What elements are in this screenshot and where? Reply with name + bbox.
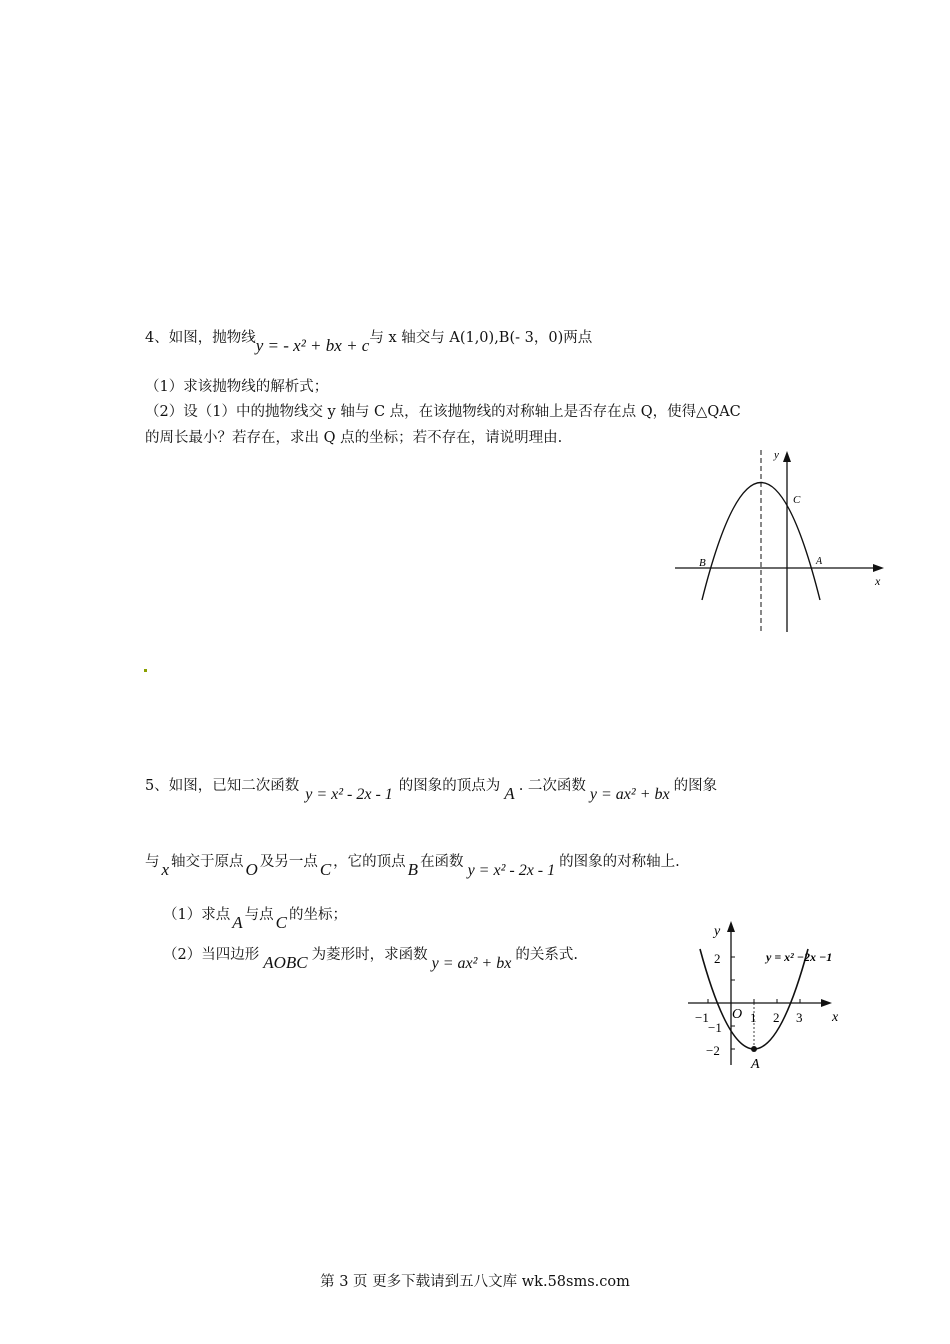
q4-x-axis-arrow [873,564,884,572]
q4-y-axis-arrow [783,451,791,462]
q5-tick-label-x2: 2 [773,1010,780,1025]
q5-l2-var-x: x [161,860,170,879]
q4-label-a: A [816,556,823,567]
q5-label-o: O [732,1007,743,1022]
q5-vertex-point [751,1046,757,1052]
q5-l1-prefix: 5、如图，已知二次函数 [145,778,300,794]
q5-p2-prefix: （2）当四边形 [163,947,260,963]
q5-y-axis-arrow [727,921,735,932]
q5-l2-formula: y = x² - 2x - 1 [467,862,556,879]
q5-l2-prefix: 与 [145,854,160,870]
q5-p1-suffix: 的坐标； [288,907,347,923]
q5-l1-mid2: . 二次函数 [518,778,586,794]
q4-prefix: 4、如图，抛物线 [145,330,256,346]
q5-parabola-figure [680,915,850,1075]
q5-p2-formula: y = ax² + bx [431,955,512,972]
q5-tick-label-xm1: −1 [695,1010,709,1025]
q5-l2-var-b: B [407,860,419,879]
q5-p2-suffix: 的关系式. [515,947,578,963]
q5-tick-label-ym2: −2 [706,1043,720,1058]
q4-line1 [145,326,593,355]
q5-tick-label-x3: 3 [796,1010,803,1025]
q4-formula: y = - x² + bx + c [255,336,370,355]
page-footer: 第 3 页 更多下载请到五八文库 wk.58sms.com [320,1274,630,1290]
stray-dot [144,669,147,672]
q4-suffix: 与 x 轴交与 A(1,0),B(- 3，0)两点 [369,330,593,346]
q5-p2-mid: 为菱形时，求函数 [311,947,428,963]
q5-label-x: x [832,1010,839,1025]
q5-l2-text2: 及另一点 [259,854,318,870]
q5-p2-var: AOBC [263,953,308,972]
q5-l2-text4: 在函数 [420,854,464,870]
q5-tick-label-y2: 2 [714,951,721,966]
q5-l1-mid: 的图象的顶点为 [398,778,501,794]
q5-l2-text1: 轴交于原点 [171,854,244,870]
q5-equation-label: y = x² −2x −1 [766,950,833,964]
q4-part2-line2: 的周长最小？若存在，求出 Q 点的坐标；若不存在，请说明理由. [145,430,563,446]
q5-label-a: A [751,1057,760,1072]
q5-x-axis-arrow [821,999,832,1007]
q5-l2-text3: ，它的顶点 [333,854,406,870]
q5-tick-label-ym1: −1 [708,1020,722,1035]
q5-l1-var-a: A [504,784,515,803]
q5-label-y: y [714,924,721,939]
q4-label-x: x [875,574,881,588]
q4-label-y: y [774,449,779,461]
q5-line1 [145,774,718,803]
q5-part1 [163,903,347,932]
q5-l2-suffix: 的图象的对称轴上. [559,854,680,870]
q4-part2-line1: （2）设（1）中的抛物线交 y 轴与 C 点，在该抛物线的对称轴上是否存在点 Q，使得△QAC [145,404,741,420]
q5-l2-var-c: C [319,860,332,879]
q5-p1-mid: 与点 [244,907,274,923]
q5-part2 [163,943,578,972]
q5-l1-suffix: 的图象 [673,778,718,794]
q5-p1-prefix: （1）求点 [163,907,231,923]
q5-tick-label-x1: 1 [750,1010,757,1025]
q5-l1-formula2: y = ax² + bx [589,786,670,803]
q5-p1-var-c: C [275,913,287,932]
q5-l1-formula1: y = x² - 2x - 1 [305,786,393,803]
q5-p1-var-a: A [232,913,243,932]
q4-label-b: B [699,557,706,569]
q5-l2-var-o: O [245,860,258,879]
q4-part1: （1）求该抛物线的解析式； [145,379,329,395]
q4-parabola-figure [670,440,900,640]
q5-line2 [145,850,680,879]
q4-label-c: C [793,494,801,506]
